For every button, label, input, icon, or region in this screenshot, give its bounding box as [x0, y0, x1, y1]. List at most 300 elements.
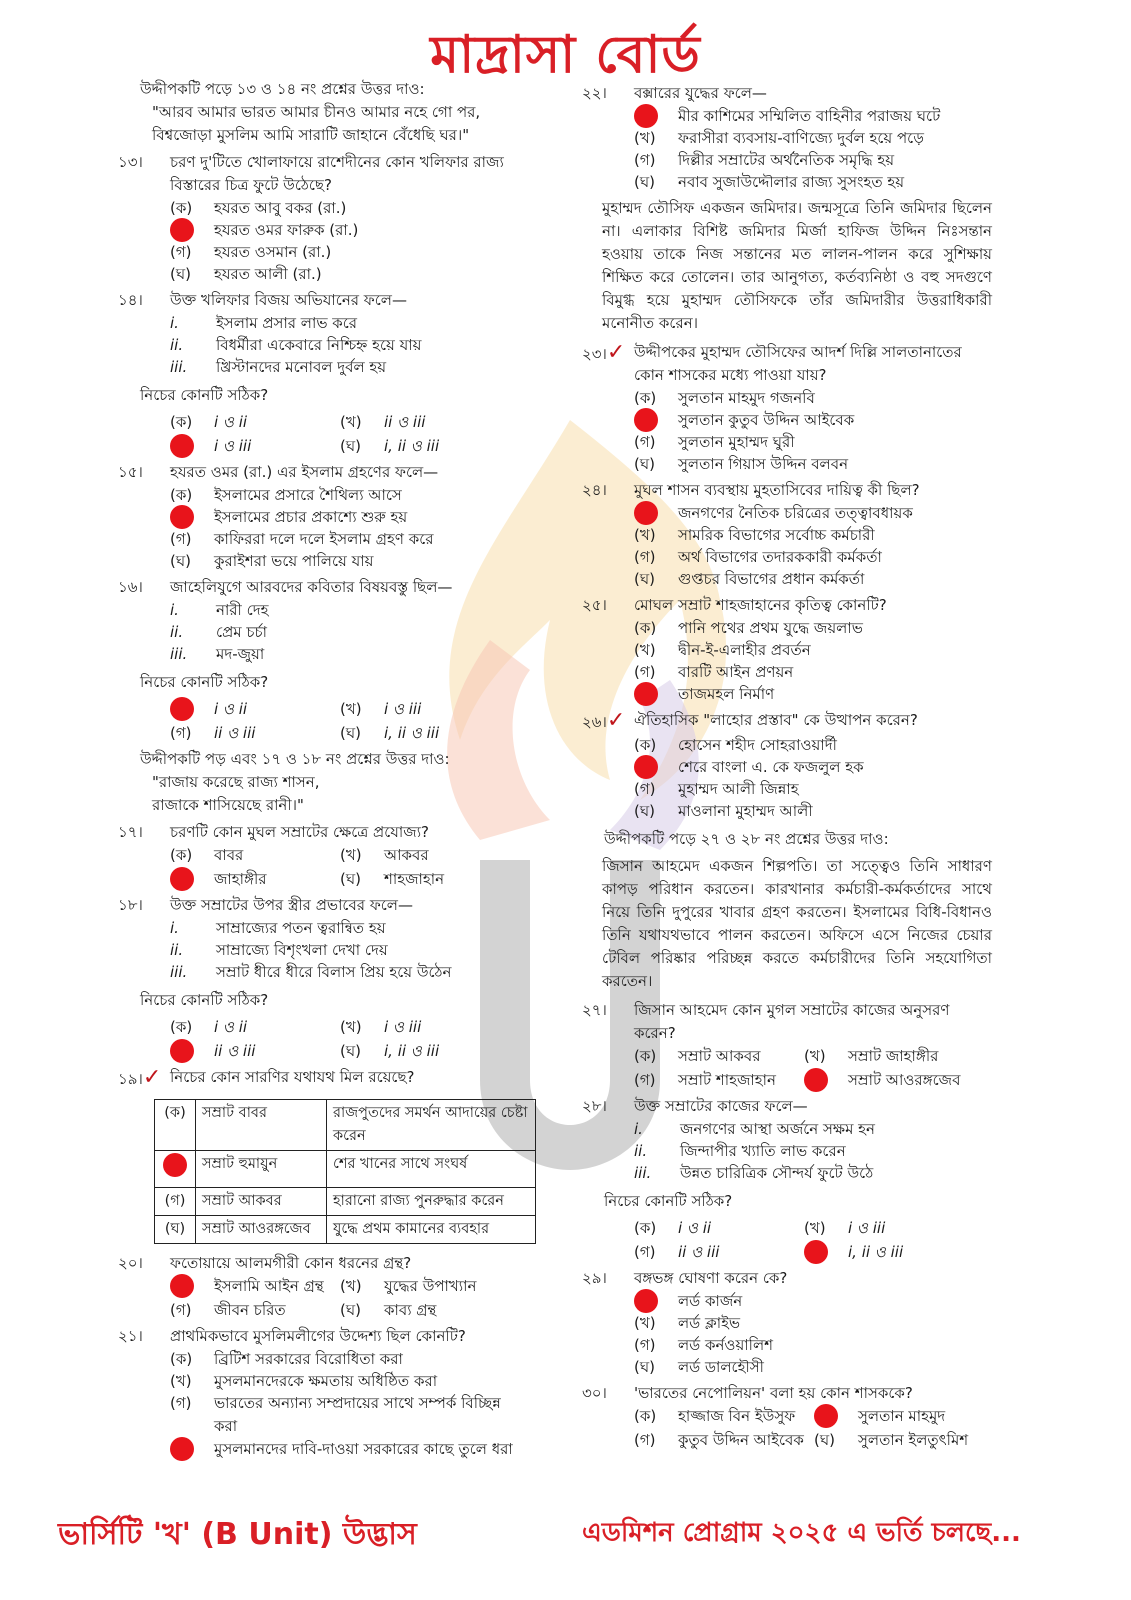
option: [634, 171, 992, 193]
option: [170, 241, 548, 263]
option-text: ii ও iii: [384, 412, 426, 431]
option: [634, 617, 992, 639]
option-answer: [814, 1405, 1004, 1427]
statements: [634, 1118, 992, 1184]
statement-numeral: ii.: [170, 623, 184, 641]
options-grid: [170, 698, 548, 744]
statement: [170, 599, 548, 621]
option-text: মুসলমানদের দাবি-দাওয়া সরকারের কাছে তুলে ধরা: [214, 1439, 513, 1458]
footer-brand: ভার্সিটি 'খ' (B Unit) উদ্ভাস: [58, 1517, 417, 1552]
option: [170, 197, 548, 219]
option-text: সুলতান ইলতুৎমিশ: [858, 1430, 969, 1449]
options: [170, 484, 548, 572]
option-text: ইসলামের প্রচার প্রকাশ্যে শুরু হয়: [214, 507, 408, 526]
which-correct: নিচের কোনটি সঠিক?: [140, 673, 269, 691]
statement: [634, 1162, 992, 1184]
option: [634, 1069, 804, 1091]
question-text: উক্ত সম্রাটের কাজের ফলে—: [634, 1097, 808, 1115]
question-23: [582, 341, 992, 387]
table-cell: সম্রাট আকবর: [196, 1188, 327, 1216]
which-correct: নিচের কোনটি সঠিক?: [140, 991, 269, 1009]
option: [170, 1016, 340, 1038]
option-text: সম্রাট জাহাঙ্গীর: [848, 1046, 939, 1065]
question-text: 'ভারতের নেপোলিয়ন' বলা হয় কোন শাসককে?: [634, 1384, 913, 1402]
option: [634, 387, 992, 409]
statement-numeral: ii.: [634, 1142, 648, 1160]
answer-marker: [170, 697, 194, 721]
question-text: উদ্দীপকের মুহাম্মদ তৌসিফের আদর্শ দিল্লি সালতানাতের কোন শাসকের মধ্যে পাওয়া যায়?: [634, 343, 962, 384]
option: [634, 1241, 804, 1263]
option: [634, 1334, 992, 1356]
question-29: [582, 1267, 992, 1290]
page-title: মাদ্রাসা বোর্ড: [430, 25, 701, 85]
statement-numeral: i.: [170, 919, 179, 937]
option-label: (ঘ): [340, 869, 361, 888]
question-18: [118, 894, 548, 917]
question-number: ২৮।: [582, 1097, 607, 1115]
option-label: (গ): [170, 1394, 192, 1412]
question-15: [118, 461, 548, 484]
table-row: [155, 1100, 536, 1151]
option-text: কাফিররা দলে দলে ইসলাম গ্রহণ করে: [214, 529, 434, 548]
question-text: প্রাথমিকভাবে মুসলিমলীগের উদ্দেশ্য ছিল কোনটি?: [170, 1327, 466, 1345]
check-mark-icon: ✓: [606, 708, 626, 733]
table-cell: হারানো রাজ্য পুনরুদ্ধার করেন: [327, 1188, 536, 1216]
statement-text: জনগণের আস্থা অর্জনে সক্ষম হন: [680, 1120, 876, 1138]
option-label: (খ): [170, 1371, 192, 1390]
option: [170, 722, 340, 744]
statement-text: বিধর্মীরা একেবারে নিশ্চিহ্ন হয়ে যায়: [216, 336, 422, 354]
statement-numeral: iii.: [170, 645, 188, 663]
question-number: ২০।: [118, 1254, 143, 1272]
option-label: (ঘ): [170, 264, 191, 283]
question-number: ১৪।: [118, 291, 143, 309]
answer-marker: [634, 755, 658, 779]
table-cell: রাজপুতদের সমর্থন আদায়ের চেষ্টা করেন: [327, 1100, 536, 1151]
table-cell: যুদ্ধে প্রথম কামানের ব্যবহার: [327, 1216, 536, 1244]
statement: [170, 312, 548, 334]
option-text: সামরিক বিভাগের সর্বোচ্চ কর্মচারী: [678, 525, 875, 544]
statements: [170, 312, 548, 378]
footer-admission-notice: এডমিশন প্রোগ্রাম ২০২৫ এ ভর্তি চলছে...: [582, 1518, 1021, 1548]
option: [634, 546, 992, 568]
option-label: (ক): [170, 1349, 193, 1368]
answer-marker: [634, 104, 658, 128]
option-label: (ঘ): [814, 1430, 835, 1449]
options: [634, 1290, 992, 1378]
table-cell: শের খানের সাথে সংঘর্ষ: [327, 1151, 536, 1188]
option: [634, 639, 992, 661]
answer-marker: [634, 501, 658, 525]
statement-numeral: iii.: [170, 963, 188, 981]
option-text: i ও iii: [384, 699, 422, 718]
option-label: (খ): [340, 845, 362, 864]
statement: [170, 621, 548, 643]
question-22: [582, 82, 992, 105]
option-text: ইসলামের প্রসারে শৈথিল্য আসে: [214, 485, 402, 504]
options-grid: [634, 1405, 992, 1451]
statement: [170, 356, 548, 378]
question-text: ঐতিহাসিক "লাহোর প্রস্তাব" কে উত্থাপন করেন?: [634, 711, 918, 729]
statement-numeral: i.: [170, 601, 179, 619]
statements: [170, 917, 548, 983]
option-text: i ও ii: [214, 699, 248, 718]
option-text: i ও iii: [214, 436, 252, 455]
option-text: কাব্য গ্রন্থ: [384, 1300, 437, 1319]
option-label: (খ): [634, 128, 656, 147]
question-text: উক্ত খলিফার বিজয় অভিযানের ফলে—: [170, 291, 407, 309]
option-label: (ক): [170, 198, 193, 217]
option-label: (গ): [170, 529, 192, 548]
question-number: ২৯।: [582, 1269, 607, 1287]
question-number: ১৮।: [118, 896, 143, 914]
option-text: লর্ড ডালহৌসী: [678, 1357, 764, 1376]
option: [634, 568, 992, 590]
question-number: ২৭।: [582, 1001, 607, 1019]
option-text: জাহাঙ্গীর: [214, 869, 267, 888]
question-number: ১৫।: [118, 463, 143, 481]
question-number: ২৪।: [582, 481, 607, 499]
question-number: ১৩।: [118, 153, 143, 171]
question-20: [118, 1252, 548, 1275]
option-text: কুতুব উদ্দিন আইবেক: [678, 1430, 804, 1449]
option-label: (ক): [634, 1046, 657, 1065]
option-answer: [804, 1069, 974, 1091]
question-number: ২১।: [118, 1327, 143, 1345]
question-text: ফতোয়ায়ে আলমগীরী কোন ধরনের গ্রন্থ?: [170, 1254, 412, 1272]
option-text: মাওলানা মুহাম্মদ আলী: [678, 801, 813, 820]
statement: [170, 643, 548, 665]
option-text: সুলতান গিয়াস উদ্দিন বলবন: [678, 454, 849, 473]
option-answer: [634, 1290, 992, 1312]
question-30: [582, 1382, 992, 1405]
option-text: বাবর: [214, 845, 244, 864]
option-label: (গ): [634, 1242, 656, 1261]
option: [634, 524, 992, 546]
option: [170, 528, 548, 550]
option: [634, 127, 992, 149]
option-label: (গ): [634, 1430, 656, 1449]
option-label: (খ): [804, 1046, 826, 1065]
stimulus-quote-line: "আরব আমার ভারত আমার চীনও আমার নহে গো পর,: [152, 103, 481, 121]
option-text: ii ও iii: [678, 1242, 720, 1261]
question-number: [582, 341, 634, 387]
stimulus-intro: উদ্দীপকটি পড়ে ২৭ ও ২৮ নং প্রশ্নের উত্তর দাও:: [604, 830, 889, 848]
options-grid: [170, 1275, 548, 1321]
option-answer: [634, 409, 992, 431]
question-number: [582, 709, 634, 734]
options: [634, 617, 992, 705]
option: [340, 722, 510, 744]
answer-marker: [170, 1274, 194, 1298]
options: [170, 197, 548, 285]
option-label: (ক): [170, 1017, 193, 1036]
option: [804, 1045, 974, 1067]
option-text: i ও iii: [384, 1017, 422, 1036]
option: [170, 1392, 548, 1438]
statement: [170, 917, 548, 939]
option-label: (গ): [634, 150, 656, 169]
option-text: দিল্লীর সম্রাটের অর্থনৈতিক সমৃদ্ধি হয়: [678, 150, 895, 169]
option: [340, 1040, 510, 1062]
option-label: (ঘ): [634, 454, 655, 473]
statement-text: সাম্রাজ্যের পতন ত্বরান্বিত হয়: [216, 919, 386, 937]
stimulus-1: [118, 78, 548, 147]
option-text: সম্রাট আকবর: [678, 1046, 761, 1065]
question-number: ১৬।: [118, 578, 143, 596]
statement: [170, 961, 548, 983]
statement-text: সম্রাট ধীরে ধীরে বিলাস প্রিয় হয়ে উঠেন: [216, 963, 452, 981]
option-label: (খ): [804, 1218, 826, 1237]
table-row-answer: [155, 1151, 536, 1188]
option-label: (গ): [634, 662, 656, 681]
stimulus-quote-line: রাজাকে শাসিয়েছে রানী।": [152, 796, 304, 814]
answer-marker: [634, 1289, 658, 1313]
option-text: পানি পথের প্রথম যুদ্ধে জয়লাভ: [678, 618, 863, 637]
option-answer: [170, 1275, 340, 1297]
question-text: জাহেলিযুগে আরবদের কবিতার বিষয়বস্তু ছিল—: [170, 578, 453, 596]
option-label: (খ): [340, 1276, 362, 1295]
statement: [170, 939, 548, 961]
option: [634, 453, 992, 475]
statement-numeral: i.: [634, 1120, 643, 1138]
question-text: চরণটি কোন মুঘল সম্রাটের ক্ষেত্রে প্রযোজ্য?: [170, 823, 430, 841]
option-text: সম্রাট আওরঙ্গজেব: [848, 1070, 961, 1089]
question-number: ২২।: [582, 84, 607, 102]
option-label: (গ): [170, 723, 192, 742]
answer-marker: [170, 218, 194, 242]
option-label: (ঘ): [340, 723, 361, 742]
statements: [170, 599, 548, 665]
option-text: জীবন চরিত: [214, 1300, 286, 1319]
option-label: (ক): [170, 412, 193, 431]
question-13: [118, 151, 548, 197]
stimulus-3: মুহাম্মদ তৌসিফ একজন জমিদার। জন্মসূত্রে তিনি জমিদার ছিলেন না। এলাকার বিশিষ্ট জমিদার মির্জা হাফিজ উদ্দিন নিঃসন্তান হওয়ায় তাকে নিজ সন্তানের মত লালন-পালন করে সুশিক্ষায় শিক্ষিত করে তোলেন। তার আনুগত্য, কর্তব্যনিষ্ঠা ও বহু সদগুণে বিমুগ্ধ হয়ে মুহাম্মদ তৌসিফকে তাঁর জমিদারীর উত্তরাধিকারী মনোনীত করেন।: [602, 199, 992, 332]
options-grid: [170, 844, 548, 890]
option: [634, 778, 992, 800]
answer-marker: [170, 505, 194, 529]
option-text: শেরে বাংলা এ. কে ফজলুল হক: [678, 757, 864, 776]
question-25: [582, 594, 992, 617]
option: [634, 149, 992, 171]
option-label: (ঘ): [340, 1041, 361, 1060]
option: [634, 734, 992, 756]
question-number-text: ১৯।: [118, 1070, 143, 1088]
option-label: (ঘ): [634, 1357, 655, 1376]
question-text: জিসান আহমেদ কোন মুগল সম্রাটের কাজের অনুসরণ করেন?: [634, 1001, 950, 1042]
option-text: i ও iii: [848, 1218, 886, 1237]
question-28: [582, 1095, 992, 1118]
option: [170, 1370, 548, 1392]
stimulus-2: [118, 748, 548, 817]
statement-text: ইসলাম প্রসার লাভ করে: [216, 314, 358, 332]
answer-marker: [170, 1039, 194, 1063]
table-cell: (ক): [155, 1100, 196, 1151]
option-text: বারটি আইন প্রণয়ন: [678, 662, 794, 681]
option-label: (গ): [634, 1070, 656, 1089]
statement-numeral: ii.: [170, 941, 184, 959]
options: [634, 105, 992, 193]
question-text: হযরত ওমর (রা.) এর ইসলাম গ্রহণের ফলে—: [170, 463, 439, 481]
question-number: ২৫।: [582, 596, 607, 614]
question-24: [582, 479, 992, 502]
statement-text: মদ-জুয়া: [216, 645, 265, 663]
option-answer: [634, 756, 992, 778]
option-answer: [170, 698, 340, 720]
question-text: চরণ দু'টিতে খোলাফায়ে রাশেদীনের কোন খলিফার রাজ্য বিস্তারের চিত্র ফুটে উঠেছে?: [170, 153, 504, 194]
option-label: (খ): [634, 1313, 656, 1332]
answer-marker: [170, 867, 194, 891]
options: [634, 502, 992, 590]
option-label: (খ): [340, 699, 362, 718]
option: [634, 1356, 992, 1378]
option-label: (গ): [634, 779, 656, 798]
answer-marker: [163, 1153, 187, 1177]
option-label: (ঘ): [634, 569, 655, 588]
answer-marker: [170, 1437, 194, 1461]
question-text: মোঘল সম্রাট শাহজাহানের কৃতিত্ব কোনটি?: [634, 596, 887, 614]
statement-numeral: iii.: [634, 1164, 652, 1182]
option: [634, 431, 992, 453]
option-text: হযরত ওসমান (রা.): [214, 242, 332, 261]
stimulus-intro: উদ্দীপকটি পড় এবং ১৭ ও ১৮ নং প্রশ্নের উত্তর দাও:: [140, 750, 450, 768]
option-text: দ্বীন-ই-এলাহীর প্রবর্তন: [678, 640, 811, 659]
right-column: [582, 78, 992, 1451]
option-label: (গ): [170, 1300, 192, 1319]
option-label: (ঘ): [634, 801, 655, 820]
option-answer: [170, 435, 340, 457]
option: [634, 1429, 814, 1451]
left-column: [118, 78, 548, 1460]
option-label: (গ): [634, 432, 656, 451]
check-mark-icon: ✓: [606, 340, 626, 365]
options: [634, 734, 992, 822]
match-table: [154, 1099, 536, 1244]
option-text: i ও ii: [214, 412, 248, 431]
question-text: নিচের কোন সারণির যথাযথ মিল রয়েছে?: [170, 1068, 415, 1086]
option-text: ব্রিটিশ সরকারের বিরোধিতা করা: [214, 1349, 403, 1368]
stimulus-4-text: জিসান আহমেদ একজন শিল্পপতি। তা সত্ত্বেও তিনি সাধারণ কাপড় পরিধান করতেন। কারখানার কর্মচারী-কর্মকর্তাদের সাথে নিয়ে তিনি দুপুরের খাবার গ্রহণ করতেন। ইসলামের বিধি-বিধানও তিনি যথাযথভাবে পালন করতেন। অফিসে এসে নিজের চেয়ার টেবিল পরিষ্কার পরিচ্ছন্ন করতে কর্মচারীদের তিনি সহযোগিতা করতেন।: [602, 857, 992, 990]
which-correct: নিচের কোনটি সঠিক?: [604, 1192, 733, 1210]
statement-numeral: i.: [170, 314, 179, 332]
option-label: (ক): [634, 1406, 657, 1425]
option-text: শাহজাহান: [384, 869, 445, 888]
statement-text: জিন্দাপীর খ্যাতি লাভ করেন: [680, 1142, 846, 1160]
option-text: ফরাসীরা ব্যবসায়-বাণিজ্যে দুর্বল হয়ে পড়ে: [678, 128, 924, 147]
option: [340, 698, 510, 720]
option-answer: [170, 1438, 548, 1460]
option-text: ii ও iii: [214, 723, 256, 742]
option-text: মুসলমানদেরকে ক্ষমতায় অধিষ্ঠিত করা: [214, 1371, 438, 1390]
statement-numeral: ii.: [170, 336, 184, 354]
question-16: [118, 576, 548, 599]
question-27: [582, 999, 992, 1045]
option-text: মীর কাশিমের সম্মিলিত বাহিনীর পরাজয় ঘটে: [678, 106, 941, 125]
option-label: (ক): [634, 618, 657, 637]
check-mark-icon: ✓: [142, 1065, 162, 1090]
option-text: লর্ড কর্নওয়ালিশ: [678, 1335, 774, 1354]
options-grid: [634, 1045, 992, 1091]
question-text: বক্সারের যুদ্ধের ফলে—: [634, 84, 767, 102]
which-correct: নিচের কোনটি সঠিক?: [140, 386, 269, 404]
option-label: (ঘ): [340, 436, 361, 455]
option-text: i, ii ও iii: [384, 1041, 440, 1060]
option-text: যুদ্ধের উপাখ্যান: [384, 1276, 477, 1295]
question-number-text: ২৬।: [582, 713, 607, 731]
option-label: (ক): [170, 485, 193, 504]
question-14: [118, 289, 548, 312]
option: [340, 435, 510, 457]
question-26: [582, 709, 992, 734]
option: [170, 1348, 548, 1370]
option-label: (ক): [634, 735, 657, 754]
option-text: সুলতান মাহমুদ গজনবি: [678, 388, 815, 407]
stimulus-4: [582, 828, 992, 851]
question-text: উক্ত সম্রাটের উপর স্ত্রীর প্রভাবের ফলে—: [170, 896, 413, 914]
table-cell: (গ): [155, 1188, 196, 1216]
answer-marker: [170, 434, 194, 458]
option-text: i, ii ও iii: [848, 1242, 904, 1261]
option: [170, 1299, 340, 1321]
option-label: (খ): [340, 1017, 362, 1036]
option: [340, 1016, 510, 1038]
option: [340, 844, 510, 866]
option-label: (খ): [634, 640, 656, 659]
option: [340, 1299, 510, 1321]
option-label: (গ): [634, 547, 656, 566]
option-label: (ঘ): [634, 172, 655, 191]
option-text: i ও ii: [678, 1218, 712, 1237]
option-label: (ক): [634, 388, 657, 407]
option-text: i, ii ও iii: [384, 436, 440, 455]
stimulus-intro: উদ্দীপকটি পড়ে ১৩ ও ১৪ নং প্রশ্নের উত্তর দাও:: [140, 80, 425, 98]
question-number: ১৭।: [118, 823, 143, 841]
option-text: নবাব সুজাউদ্দৌলার রাজ্য সুসংহত হয়: [678, 172, 905, 191]
option-text: i ও ii: [214, 1017, 248, 1036]
option-label: (খ): [634, 525, 656, 544]
option-text: সুলতান মুহাম্মদ ঘুরী: [678, 432, 795, 451]
option-text: লর্ড ক্লাইভ: [678, 1313, 741, 1332]
option: [340, 868, 510, 890]
options-grid: [170, 411, 548, 457]
option-text: তাজমহল নির্মাণ: [678, 684, 775, 703]
option: [634, 1217, 804, 1239]
option-text: সম্রাট শাহজাহান: [678, 1070, 776, 1089]
options-grid: [634, 1217, 992, 1263]
stimulus-quote-line: "রাজায় করেছে রাজ্য শাসন,: [152, 773, 320, 791]
option-text: ভারতের অন্যান্য সম্প্রদায়ের সাথে সম্পর্ক বিচ্ছিন্ন করা: [214, 1394, 501, 1435]
option-text: হযরত ওমর ফারুক (রা.): [214, 220, 359, 239]
option-label: (ঘ): [340, 1300, 361, 1319]
statement-text: প্রেম চর্চা: [216, 623, 267, 641]
answer-marker: [634, 682, 658, 706]
statement: [634, 1118, 992, 1140]
option: [170, 550, 548, 572]
table-row: [155, 1216, 536, 1244]
table-cell: (ঘ): [155, 1216, 196, 1244]
question-17: [118, 821, 548, 844]
option-label: (ক): [634, 1218, 657, 1237]
option-text: গুপ্তচর বিভাগের প্রধান কর্মকর্তা: [678, 569, 865, 588]
option-text: অর্থ বিভাগের তদারককারী কর্মকর্তা: [678, 547, 882, 566]
statement-numeral: iii.: [170, 358, 188, 376]
question-text: বঙ্গভঙ্গ ঘোষণা করেন কে?: [634, 1269, 788, 1287]
answer-marker: [634, 408, 658, 432]
option: [634, 1045, 804, 1067]
stimulus-quote-line: বিশ্বজোড়া মুসলিম আমি সারাটি জাহানে বেঁধেছি ঘর।": [152, 126, 470, 144]
option-label: (খ): [340, 412, 362, 431]
option-text: ইসলামি আইন গ্রন্থ: [214, 1276, 324, 1295]
